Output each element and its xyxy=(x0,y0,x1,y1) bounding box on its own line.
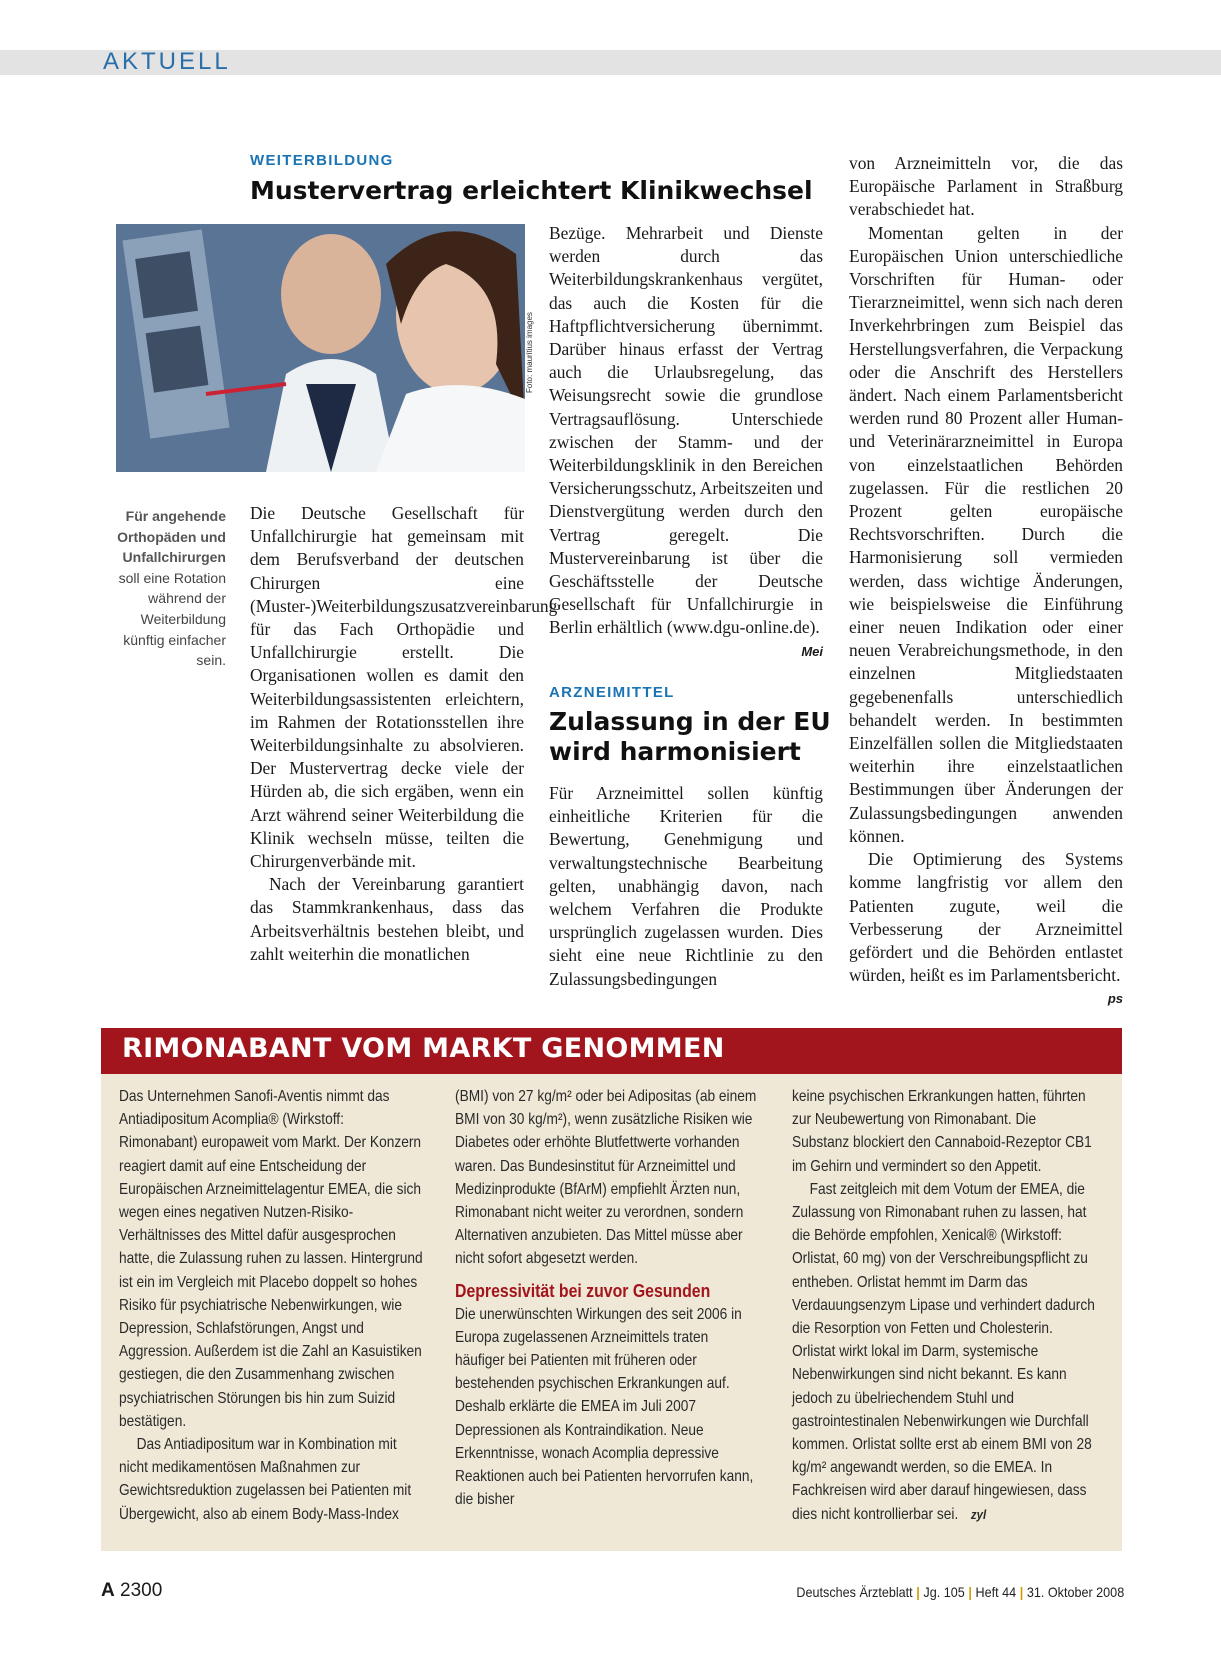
journal-info xyxy=(796,1584,1124,1600)
box-column3 xyxy=(792,1085,1096,1526)
photo-caption xyxy=(110,506,226,671)
caption-bold: Für angehende Orthopäden und Unfallchirurgen xyxy=(117,508,226,566)
article2-title-line2: wird harmonisiert xyxy=(549,737,801,766)
article2-title-line1: Zulassung in der EU xyxy=(549,707,831,736)
box-paragraph-text: Fast zeitgleich mit dem Votum der EMEA, die Zulassung von Rimonabant ruhen zu lassen, hat die Behörde empfohlen, Xenical® (Wirkstoff: Orlistat, 60 mg) von der Verschreibungspflicht zu entheben. Orlistat hemmt im Darm das Verdauungsenzym Lipase und verhindert dadurch die Resorption von Fetten und Cholesterin. Orlistat wirkt lokal im Darm, systemische Nebenwirkungen sind nicht bekannt. Es kann jedoch zu übelriechendem Stuhl und gastrointestinalen Nebenwirkungen wie Durchfall kommen. Orlistat sollte erst ab einem BMI von 28 kg/m² angewandt werden, so die EMEA. In Fachkreisen wird aber darauf hingewiesen, dass dies nicht kontrollierbar sei. xyxy=(792,1180,1095,1523)
box-paragraph: Das Antiadipositum war in Kombination mit nicht medikamentösen Maßnahmen zur Gewichtsreduktion zugelassen bei Patienten mit Übergewicht, also ab einem Body-Mass-Index xyxy=(119,1436,412,1523)
article2-paragraph-text: Die Optimierung des Systems komme langfristig vor allem den Patienten zugute, weil die Verbesserung der Arzneimittel gefördert und die Behörden entlastet würden, heißt es im Parlamentsbericht. xyxy=(849,849,1123,986)
article1-column1 xyxy=(250,502,558,966)
article1-paragraph-text: Bezüge. Mehrarbeit und Dienste werden durch das Weiterbildungskrankenhaus vergütet, das auch die Kosten für die Haftpflichtversicherung übernimmt. Darüber hinaus erfasst der Vertrag auch die Urlaubsregelung, das Weisungsrecht sowie die grundlose Vertragsauflösung. Unterschiede zwischen der Stamm- und der Weiterbildungsklinik in den Bereichen Versicherungsschutz, Arbeitszeiten und Dienstvergütung werden durch den Vertrag geregelt. Die Mustervereinbarung ist über die Geschäftsstelle der Deutsche Gesellschaft für Unfallchirurgie in Berlin erhältlich (www.dgu-online.de). xyxy=(549,223,823,638)
page-number-value: 2300 xyxy=(120,1580,163,1601)
box-title-bar xyxy=(101,1028,1122,1074)
article1-signature: Mei xyxy=(801,643,823,659)
article1-paragraph: Nach der Vereinbarung garantiert das Stammkrankenhaus, dass das Arbeitsverhältnis bestehen bleibt, und zahlt weiterhin die monatlichen xyxy=(250,874,524,964)
article1-paragraph: Die Deutsche Gesellschaft für Unfallchirurgie hat gemeinsam mit dem Berufsverband der deutschen Chirurgen eine (Muster-)Weiterbildungszusatzvereinbarung für das Fach Orthopädie und Unfallchirurgie erstellt. Die Organisationen wollen es damit den Weiterbildungsassistenten erleichtern, im Rahmen der Rotationsstellen ihre Weiterbildungsinhalte zu absolvieren. Der Mustervertrag decke viele der Hürden ab, die sich ergäben, wenn ein Arzt während seiner Weiterbildung die Klinik wechseln müsse, teilten die Chirurgenverbände mit. xyxy=(250,503,558,872)
journal-issue: Heft 44 xyxy=(975,1584,1016,1600)
photo-credit: Foto: mauritius images xyxy=(525,312,534,393)
journal-volume: Jg. 105 xyxy=(923,1584,965,1600)
article2-paragraph: Momentan gelten in der Europäischen Union unterschiedliche Vorschriften für Human- oder Tierarzneimittel, wenn sich nach deren Inverkehrbringen zum Beispiel das Herstellungsverfahren, die Verpackung oder die Anschrift des Herstellers ändert. Nach einem Parlamentsbericht werden rund 80 Prozent aller Human- und Veterinärarzneimittel in Europa von einzelstaatlichen Behörden zugelassen. Für die restlichen 20 Prozent gelten europäische Rechtsvorschriften. Durch die Harmonisierung soll vermieden werden, dass wichtige Änderungen, wie beispielsweise die Einführung einer neuen Indikation oder einer neuen Verabreichungsmethode, in den einzelnen Mitgliedstaaten gegebenenfalls unterschiedlich behandelt werden. In bestimmten Einzelfällen sollen die Mitgliedstaaten weiterhin ihre einzelstaatlichen Bestimmungen über Änderungen der Zulassungsbedingungen anwenden können. xyxy=(849,222,1123,846)
separator-icon: | xyxy=(1019,1584,1024,1600)
page-prefix: A xyxy=(101,1580,115,1601)
article1-paragraph xyxy=(549,222,823,659)
box-signature: zyl xyxy=(970,1506,987,1522)
article2-kicker: ARZNEIMITTEL xyxy=(549,684,675,701)
article2-paragraph xyxy=(849,848,1123,1007)
box-paragraph: Das Unternehmen Sanofi-Aventis nimmt das Antiadipositum Acomplia® (Wirkstoff: Rimonabant) europaweit vom Markt. Der Konzern reagiert damit auf eine Entscheidung der Europäischen Arzneimittelagentur EMEA, die sich wegen eines negativen Nutzen-Risiko-Verhältnisses des Mittel dafür ausgesprochen hatte, die Zulassung ruhen zu lassen. Hintergrund ist ein im Vergleich mit Placebo doppelt so hohes Risiko für psychiatrische Nebenwirkungen, wie Depression, Schlafstörungen, Angst und Aggression. Außerdem ist die Zahl an Kasuistiken gestiegen, die den Zusammenhang zwischen psychiatrischen Störungen bis hin zum Suizid bestätigen. xyxy=(119,1088,423,1430)
article2-paragraph: von Arzneimitteln vor, die das Europäische Parlament in Straßburg verabschiedet hat. xyxy=(849,153,1123,220)
journal-name: Deutsches Ärzteblatt xyxy=(796,1584,913,1600)
article2-title xyxy=(549,707,831,767)
page-number xyxy=(101,1580,162,1602)
box-paragraph: (BMI) von 27 kg/m² oder bei Adipositas (ab einem BMI von 30 kg/m²), wenn zusätzliche Risiken wie Diabetes oder erhöhte Blutfettwerte vorhanden waren. Das Bundesinstitut für Arzneimittel und Medizinprodukte (BfArM) empfiehlt Ärzten nun, Rimonabant nicht weiter zu verordnen, sondern Alternativen anzubieten. Das Mittel müsse aber nicht sofort abgesetzt werden. xyxy=(455,1088,757,1268)
box-paragraph xyxy=(792,1178,1096,1526)
article2-signature: ps xyxy=(1107,991,1123,1007)
box-subheading: Depressivität bei zuvor Gesunden xyxy=(455,1280,711,1301)
article1-kicker: WEITERBILDUNG xyxy=(250,152,394,169)
journal-date: 31. Oktober 2008 xyxy=(1026,1584,1124,1600)
article1-column2 xyxy=(549,222,823,663)
separator-icon: | xyxy=(916,1584,920,1600)
article2-column3 xyxy=(849,152,1123,1011)
article1-title: Mustervertrag erleichtert Klinikwechsel xyxy=(250,176,813,205)
separator-icon: | xyxy=(968,1584,972,1600)
box-column2 xyxy=(455,1085,759,1511)
box-paragraph: keine psychischen Erkrankungen hatten, führten zur Neubewertung von Rimonabant. Die Substanz blockiert den Cannaboid-Rezeptor CB1 im Gehirn und vermindert so den Appetit. xyxy=(792,1088,1092,1175)
box-paragraph: Die unerwünschten Wirkungen des seit 2006 in Europa zugelassenen Arzneimittels traten häufiger bei Patienten mit früheren oder bestehenden psychischen Erkrankungen auf. Deshalb erklärte die EMEA im Juli 2007 Depressionen als Kontraindikation. Neue Erkenntnisse, wonach Acomplia depressive Reaktionen auch bei Patienten hervorrufen kann, die bisher xyxy=(455,1305,754,1509)
box-title: RIMONABANT VOM MARKT GENOMMEN xyxy=(122,1033,725,1064)
article2-paragraph: Für Arzneimittel sollen künftig einheitliche Kriterien für die Bewertung, Genehmigung und verwaltungstechnische Bearbeitung gelten, unabhängig davon, nach welchem Verfahren die Produkte ursprünglich zugelassen wurden. Dies sieht eine neue Richtlinie zu den Zulassungsbedingungen xyxy=(549,783,823,989)
section-label: AKTUELL xyxy=(103,48,231,75)
photo-illustration xyxy=(116,224,525,472)
article2-column2 xyxy=(549,782,823,991)
caption-text: soll eine Rotation während der Weiterbildung künftig einfacher sein. xyxy=(118,569,226,669)
box-column1 xyxy=(119,1085,423,1526)
article1-photo xyxy=(116,224,525,472)
